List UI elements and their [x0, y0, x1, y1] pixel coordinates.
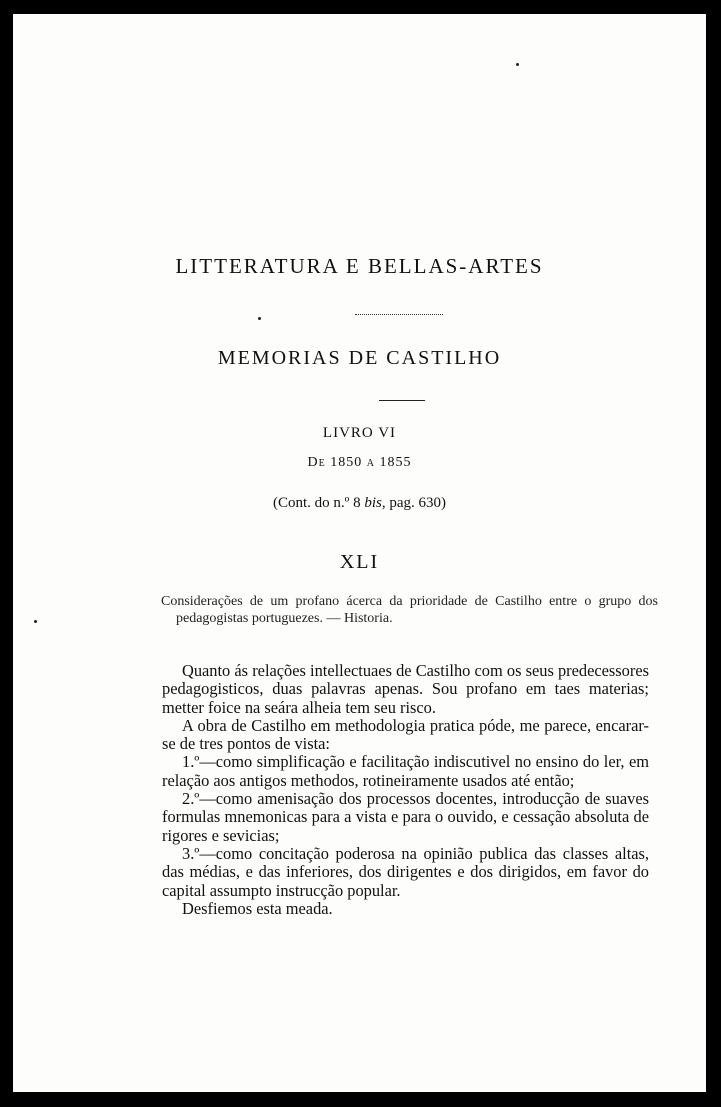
paragraph: 3.º—como concitação poderosa na opinião publica das classes altas, das médias, e das inferiores, dos dirigentes e dos dirigidos, em favor do capital assumpto instrucção popular.: [162, 843, 649, 900]
section-title: LITTERATURA E BELLAS-ARTES: [175, 254, 544, 278]
paragraph: 1.º—como simplificação e facilitação indiscutivel no ensino do ler, em relação aos antigos methodos, rotineiramente usados até então;: [162, 752, 649, 790]
years-start: 1850: [330, 455, 363, 470]
book-heading: LIVRO VI: [322, 425, 397, 441]
book-page: [13, 14, 706, 1092]
continuation-before: (Cont. do n.º 8: [273, 495, 365, 511]
years-prefix: De: [307, 455, 326, 470]
paragraph: Desfiemos esta meada.: [182, 898, 333, 918]
print-speck: [258, 317, 261, 320]
ornament-divider: [355, 310, 443, 315]
years-connector: a: [366, 455, 375, 470]
years-end: 1855: [379, 455, 412, 470]
paragraph: A obra de Castilho em methodologia pratica póde, me parece, encarar-se de tres pontos de vista:: [162, 715, 649, 754]
chapter-summary: Considerações de um profano ácerca da prioridade de Castilho entre o grupo dos pedagogistas portuguezes. — Historia.: [161, 594, 658, 626]
print-speck: [516, 63, 519, 66]
continuation-after: , pag. 630): [381, 495, 446, 511]
continuation-note: [13, 495, 706, 512]
paragraph: 2.º—como amenisação dos processos docentes, introducção de suaves formulas mnemonicas para a vista e para o ouvido, e cessação absoluta de rigores e sevicias;: [162, 789, 649, 845]
article-title: MEMORIAS DE CASTILHO: [217, 347, 502, 369]
title-rule: [379, 400, 425, 401]
print-speck: [34, 620, 37, 623]
chapter-number: XLI: [339, 551, 380, 573]
body-text: [162, 662, 649, 918]
years-heading: [13, 455, 706, 471]
paragraph: Quanto ás relações intellectuaes de Castilho com os seus predecessores pedagogisticos, duas palavras apenas. Sou profano em taes materias; metter foice na seára alheia tem seu risco.: [162, 661, 649, 717]
continuation-italic: bis: [364, 495, 382, 511]
